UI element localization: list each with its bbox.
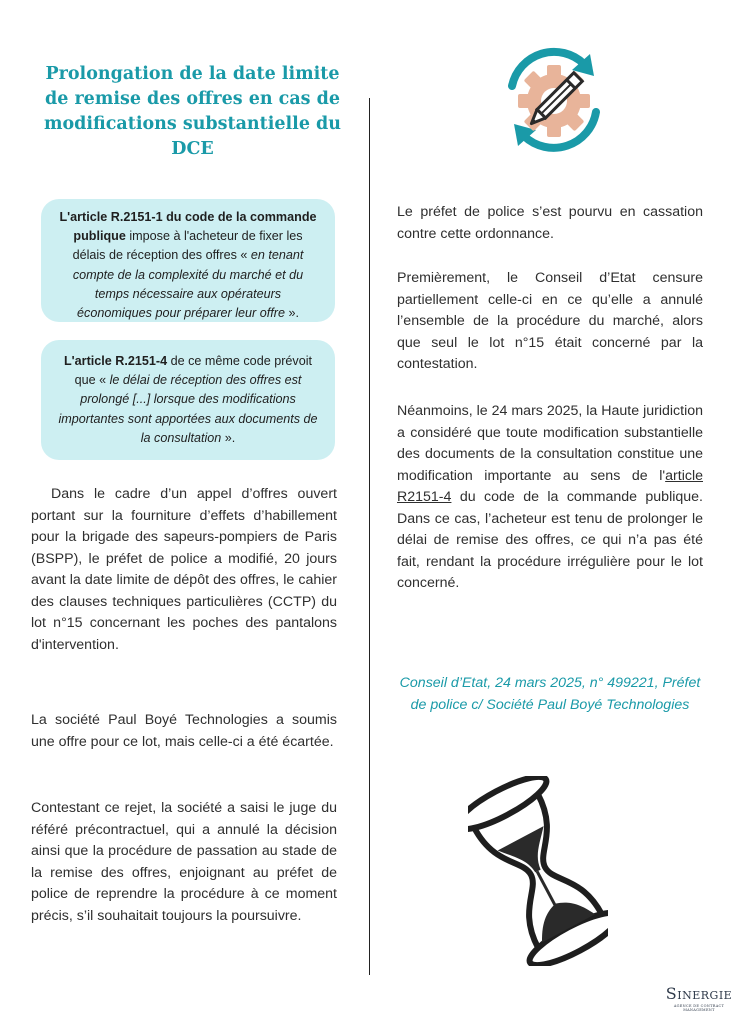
box1-bold: L'article R.2151-1 du code de la commande publique [59,210,317,244]
article-r2151-4-link[interactable]: article R2151-4 [397,467,703,505]
logo-tagline: AGENCE DE CONTRACT MANAGEMENT [673,1004,725,1012]
page-title: Prolongation de la date limite de remise des offres en cas de modifications substantielle du DCE [43,64,342,159]
article-r2151-1-box [41,199,335,322]
court-citation: Conseil d’Etat, 24 mars 2025, n° 499221, Préfet de police c/ Société Paul Boyé Technologies [399,675,701,713]
hourglass-icon [468,776,608,966]
column-divider [369,98,370,975]
right-paragraph-3 [397,401,703,595]
box1-text: impose à l'acheteur de fixer les délais de réception des offres « [72,229,303,263]
box2-text: de ce même code prévoit que « [74,354,312,388]
right-paragraph-1: Le préfet de police s’est pourvu en cassation contre cette ordonnance. [397,204,703,242]
logo-initial: S [665,984,678,1003]
right-paragraph-2: Premièrement, le Conseil d’Etat censure partiellement celle-ci en ce qu’elle a annulé l’ensemble de la procédure du marché, alors que seul le lot n°15 était concerné par la contestation. [397,270,703,372]
box2-italic: le délai de réception des offres est prolongé [...] lorsque des modifications importantes sont apportées aux documents de la consultation [58,373,318,445]
right-paragraph-3-end: du code de la commande publique. Dans ce cas, l’acheteur est tenu de prolonger le délai de remise des offres, ce qui n’a pas été fait, rendant la procédure irrégulière pour le lot concerné. [397,489,703,591]
sinergie-logo [664,984,734,1012]
right-paragraph-3-start: Néanmoins, le 24 mars 2025, la Haute juridiction a considéré que toute modification substantielle des documents de la consultation constitue une modification importante au sens de l' [397,403,703,484]
article-r2151-4-box [41,340,335,460]
left-paragraph-2: La société Paul Boyé Technologies a soumis une offre pour ce lot, mais celle-ci a été écartée. [31,712,337,750]
left-paragraph-3: Contestant ce rejet, la société a saisi le juge du référé précontractuel, qui a annulé la décision ainsi que la procédure de passation au stade de la remise des offres, enjoignant au préfet de police de reprendre la procédure à ce moment précis, s’il souhaitait toujours la poursuivre. [31,800,337,924]
gear-pencil-cycle-icon [484,46,624,156]
logo-word: INERGIE [677,989,733,1002]
box1-italic: en tenant compte de la complexité du marché et du temps nécessaire aux opérateurs économiques pour préparer leur offre [72,248,304,321]
box1-end: ». [284,306,299,321]
box2-bold: L'article R.2151-4 [63,354,168,368]
box2-end: ». [221,430,236,445]
left-paragraph-1: Dans le cadre d’un appel d’offres ouvert portant sur la fourniture d’effets d’habillement pour la brigade des sapeurs-pompiers de Paris (BSPP), le préfet de police a modifié, 20 jours avant la date limite de dépôt des offres, le cahier des clauses techniques particulières (CCTP) du lot n°15 concernant les poches des pantalons d'intervention. [31,486,337,653]
